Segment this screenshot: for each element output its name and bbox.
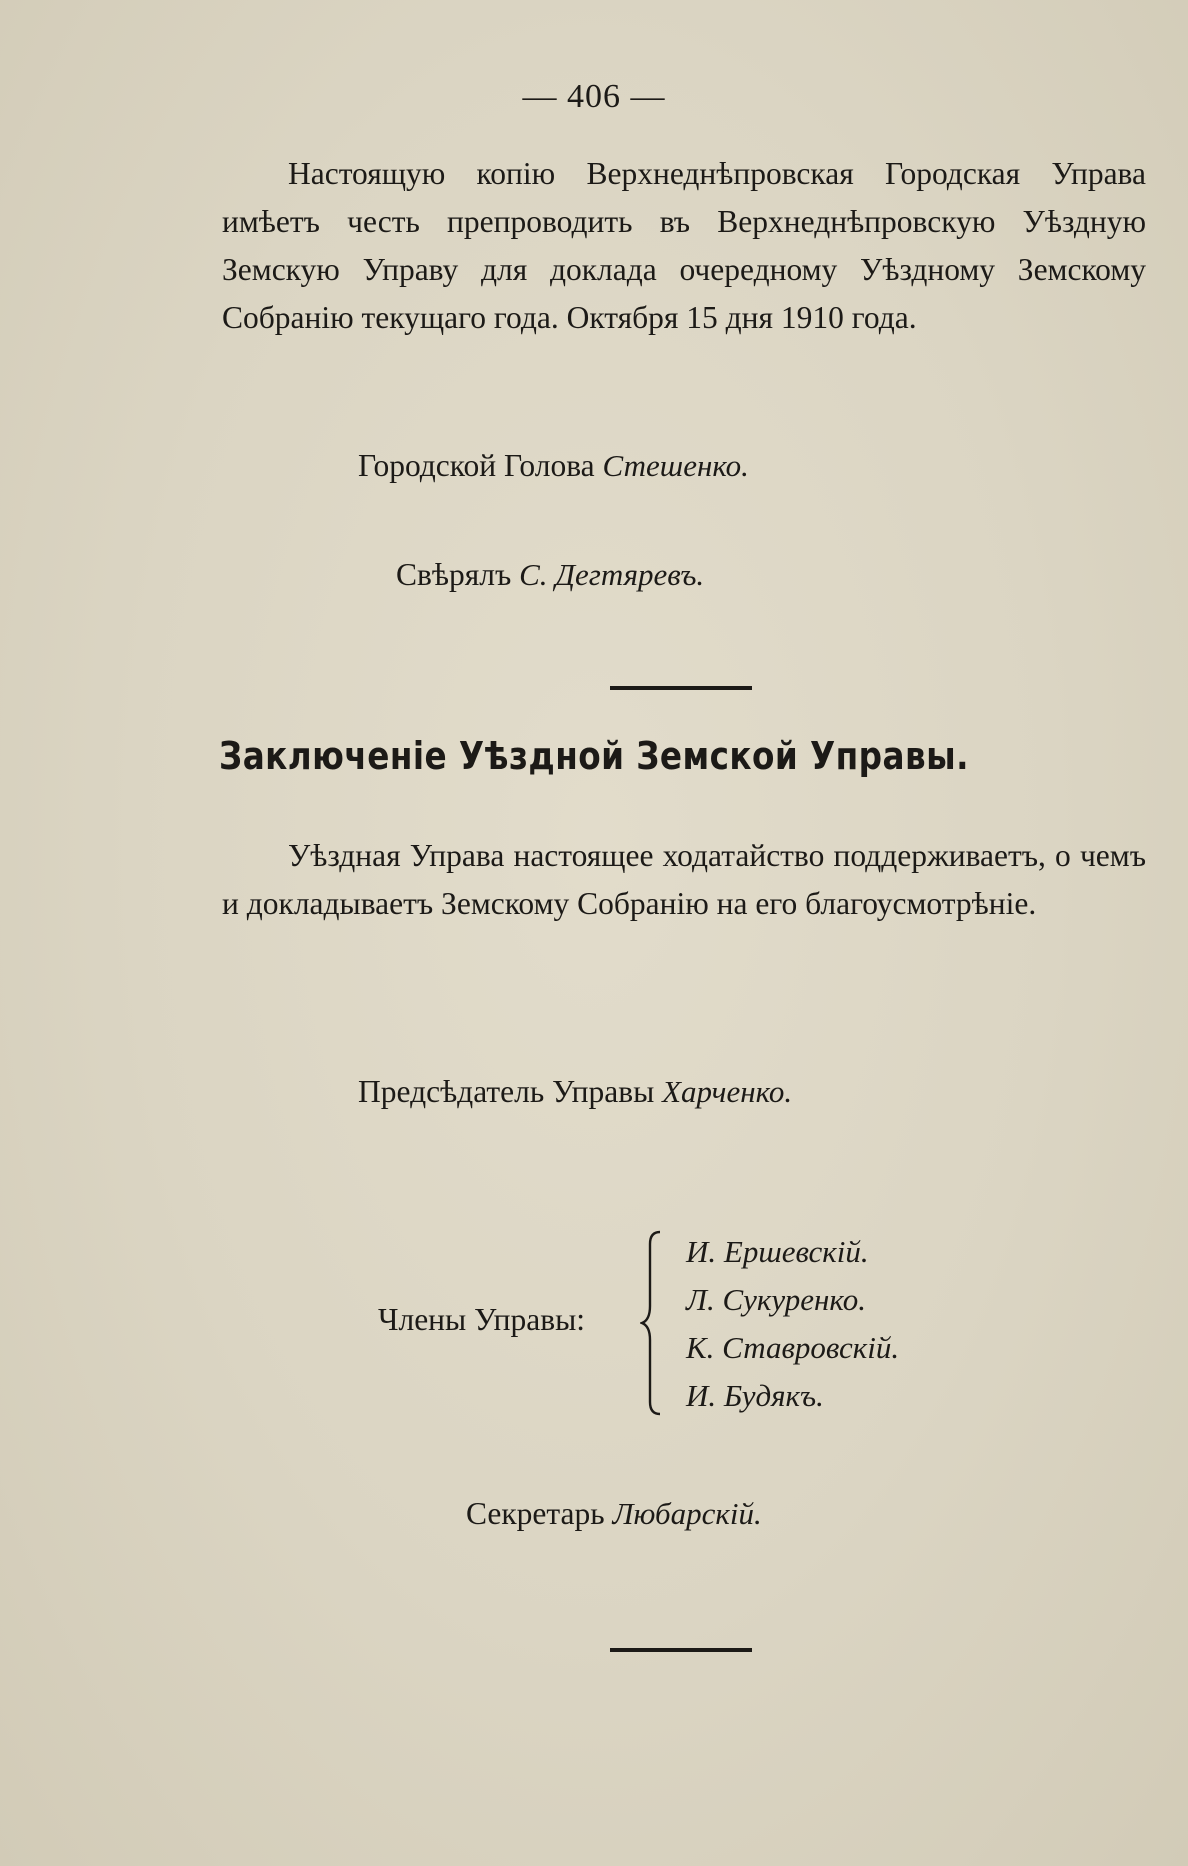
mayor-signature	[358, 446, 749, 486]
member-name: Л. Сукуренко.	[686, 1282, 866, 1317]
member-name: И. Будякъ.	[686, 1378, 824, 1413]
page-number: — 406 —	[522, 78, 666, 115]
section-divider-bottom	[610, 1648, 752, 1652]
secretary-title: Секретарь	[466, 1496, 605, 1531]
members-brace	[640, 1228, 668, 1418]
mayor-title: Городской Голова	[358, 448, 595, 483]
chair-title: Предсѣдатель Управы	[358, 1074, 655, 1109]
conclusion-paragraph: Уѣздная Управа настоящее ходатайство поддерживаетъ, о чемъ и докладываетъ Земскому Собранію на его благоусмотрѣніе.	[222, 838, 1146, 921]
chair-signature	[358, 1072, 792, 1112]
secretary-signature	[466, 1494, 762, 1534]
chair-name: Харченко.	[662, 1074, 793, 1109]
mayor-name: Стешенко.	[602, 448, 749, 483]
verification-signature	[396, 555, 704, 595]
section-heading: Заключеніе Уѣздной Земской Управы.	[219, 734, 969, 778]
transmittal-paragraph: Настоящую копію Верхнеднѣпровская Городская Управа имѣетъ честь препроводить въ Верхнеднѣпровскую Уѣздную Земскую Управу для доклада очередному Уѣздному Земскому Собранію текущаго года. Октября 15 дня 1910 года.	[222, 156, 1146, 335]
member-name: К. Ставровскій.	[686, 1330, 900, 1365]
verified-title: Свѣрялъ	[396, 557, 512, 592]
members-label: Члены Управы:	[378, 1302, 585, 1337]
secretary-name: Любарскій.	[612, 1496, 762, 1531]
members-list	[686, 1228, 899, 1420]
section-divider-top	[610, 686, 752, 690]
member-name: И. Ершевскій.	[686, 1234, 869, 1269]
verified-name: С. Дегтяревъ.	[519, 557, 705, 592]
